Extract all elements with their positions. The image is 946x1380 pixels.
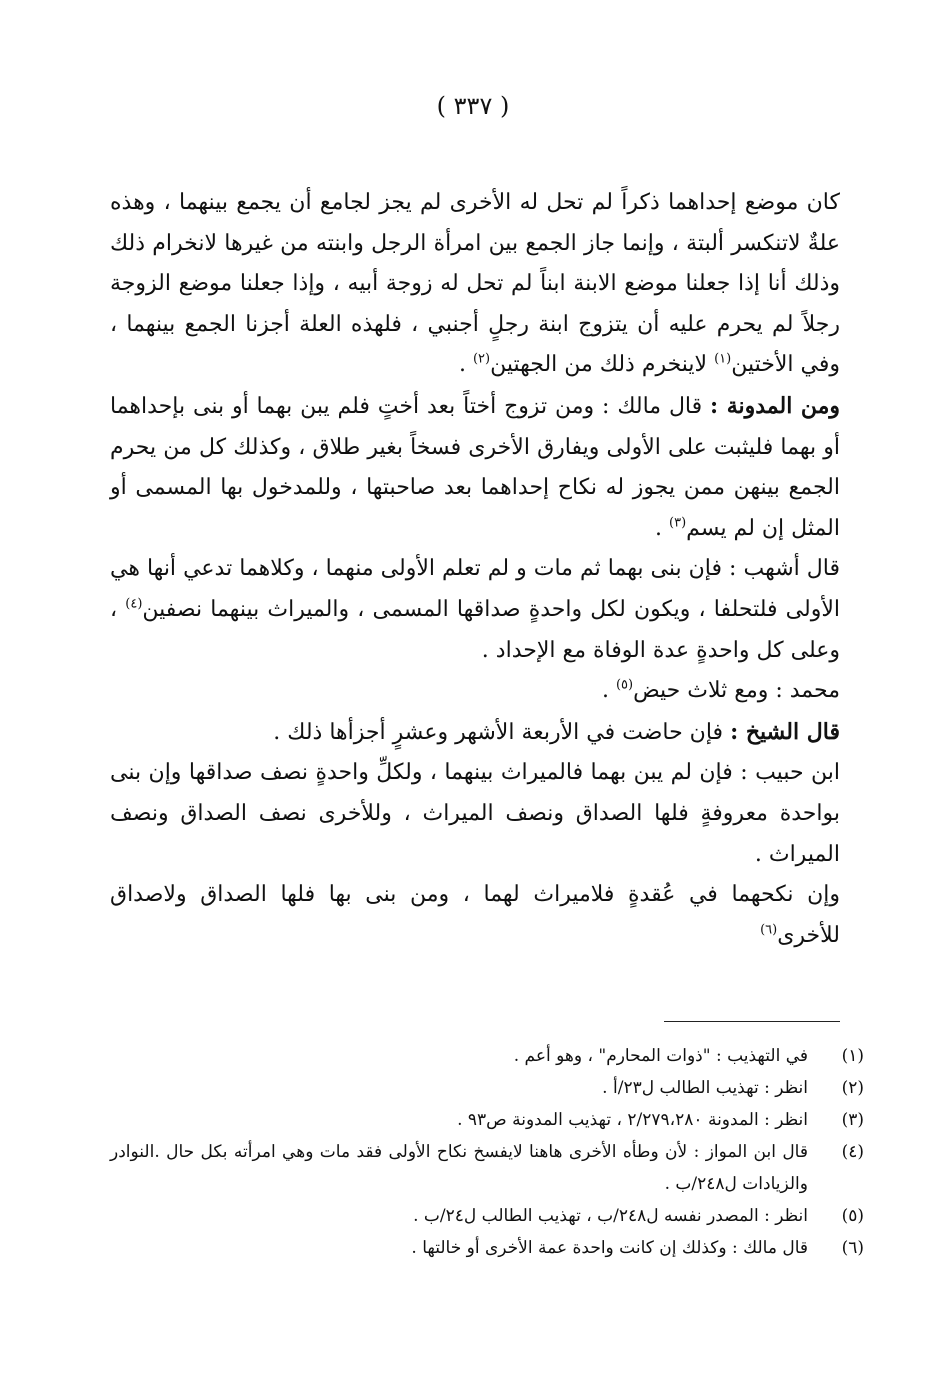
footnote-1	[110, 1040, 864, 1072]
footnotes	[110, 1040, 864, 1264]
footnote-4	[110, 1136, 864, 1200]
footnote-ref-2: (٢)	[472, 352, 491, 368]
paragraph-6-text: ابن حبيب : فإن لم يبن بهما فالميراث بينهما ، ولكلِّ واحدةٍ نصف صداقها وإن بنى بواحدة معروفةٍ فلها الصداق ونصف الميراث ، وللأخرى نصف الصداق ونصف الميراث .	[110, 760, 840, 867]
paragraph-3-text: قال أشهب : فإن بنى بهما ثم مات و لم تعلم الأولى منهما ، وكلاهما تدعي أنها هي الأولى فلتحلفا ، ويكون لكل واحدةٍ صداقها المسمى ، والميراث بينهما نصفين	[110, 556, 840, 622]
paragraph-2-text: قال مالك : ومن تزوج أختاً بعد أختٍ فلم يبن بهما أو بنى بإحداهما أو بهما فليثبت على الأولى ويفارق الأخرى فسخاً بغير طلاق ، وكذلك كل من يحرم الجمع بينهن ممن يجوز له نكاح إحداهما بعد صاحبتها ، وللمدخول بها المسمى أو المثل إن لم يسم	[110, 393, 840, 541]
paragraph-3-end: ، وعلى كل واحدةٍ عدة الوفاة مع الإحداد .	[110, 596, 840, 663]
paragraph-1-text: كان موضع إحداهما ذكراً لم تحل له الأخرى لم يجز لجامع أن يجمع بينهما ، وهذه علةٌ لاتنكسر ألبتة ، وإنما جاز الجمع بين امرأة الرجل وابنته من غيرها لانخرام ذلك وذلك أنا إذا جعلنا موضع الابنة ابناً لم تحل له زوجة أبيه ، وإذا جعلنا موضع الزوجة رجلاً لم يحرم عليه أن يتزوج ابنة رجلٍ أجنبي ، فلهذه العلة أجزنا الجمع بينهما ، وفي الأختين	[110, 190, 840, 378]
footnote-ref-6: (٦)	[760, 922, 778, 938]
paragraph-5	[110, 712, 840, 754]
paragraph-2	[110, 386, 840, 549]
page-number: ( ٣٣٧ )	[436, 92, 510, 120]
paragraph-6	[110, 753, 840, 875]
paragraph-1-end: .	[458, 352, 473, 378]
footnote-text: قال ابن المواز : لأن وطأه الأخرى هاهنا لايفسخ نكاح الأولى فقد مات وهي امرأته بكل حال .النوادر والزيادات ل٢٤٨/ب .	[110, 1142, 808, 1194]
paragraph-7-text: وإن نكحهما في عُقدةٍ فلاميراث لهما ، ومن بنى بها فلها الصداق ولاصداق للأخرى	[110, 882, 840, 948]
footnote-number: (٣)	[841, 1110, 864, 1130]
paragraph-5-lead: قال الشيخ :	[730, 718, 840, 745]
paragraph-4-text: محمد : ومع ثلاث حيض	[633, 678, 840, 704]
paragraph-1-mid: لاينخرم ذلك من الجهتين	[490, 352, 715, 378]
footnote-number: (٤)	[841, 1142, 864, 1162]
footnote-6	[110, 1232, 864, 1264]
paragraph-2-end: .	[655, 515, 670, 541]
footnote-number: (٥)	[841, 1206, 864, 1226]
paragraph-2-lead: ومن المدونة :	[710, 392, 841, 419]
footnote-number: (٦)	[841, 1238, 864, 1258]
footnote-text: في التهذيب : "ذوات المحارم" ، وهو أعم .	[513, 1046, 808, 1066]
footnote-text: انظر : المدونة ٢/٢٧٩،٢٨٠ ، تهذيب المدونة ص٩٣ .	[457, 1110, 808, 1130]
footnote-text: انظر : المصدر نفسه ل٢٤٨/ب ، تهذيب الطالب ل٢٤/ب .	[413, 1206, 808, 1226]
paragraph-3	[110, 549, 840, 671]
main-text	[110, 183, 840, 956]
footnote-2	[110, 1072, 864, 1104]
footnote-text: انظر : تهذيب الطالب ل٢٣/أ .	[602, 1078, 808, 1098]
footnote-ref-3: (٣)	[669, 515, 687, 531]
footnote-text: قال مالك : وكذلك إن كانت واحدة عمة الأخرى أو خالتها .	[411, 1238, 808, 1258]
footnote-number: (٢)	[841, 1078, 864, 1098]
footnote-3	[110, 1104, 864, 1136]
paragraph-4-end: .	[601, 678, 616, 704]
footnote-5	[110, 1200, 864, 1232]
paragraph-1	[110, 183, 840, 386]
paragraph-4	[110, 671, 840, 712]
footnote-number: (١)	[841, 1046, 864, 1066]
paragraph-5-text: فإن حاضت في الأربعة الأشهر وعشرٍ أجزأها ذلك .	[273, 719, 731, 745]
footnote-ref-1: (١)	[714, 352, 732, 368]
footnote-divider	[664, 1021, 840, 1022]
footnote-ref-5: (٥)	[615, 677, 634, 693]
footnote-ref-4: (٤)	[125, 596, 143, 612]
paragraph-7	[110, 875, 840, 956]
